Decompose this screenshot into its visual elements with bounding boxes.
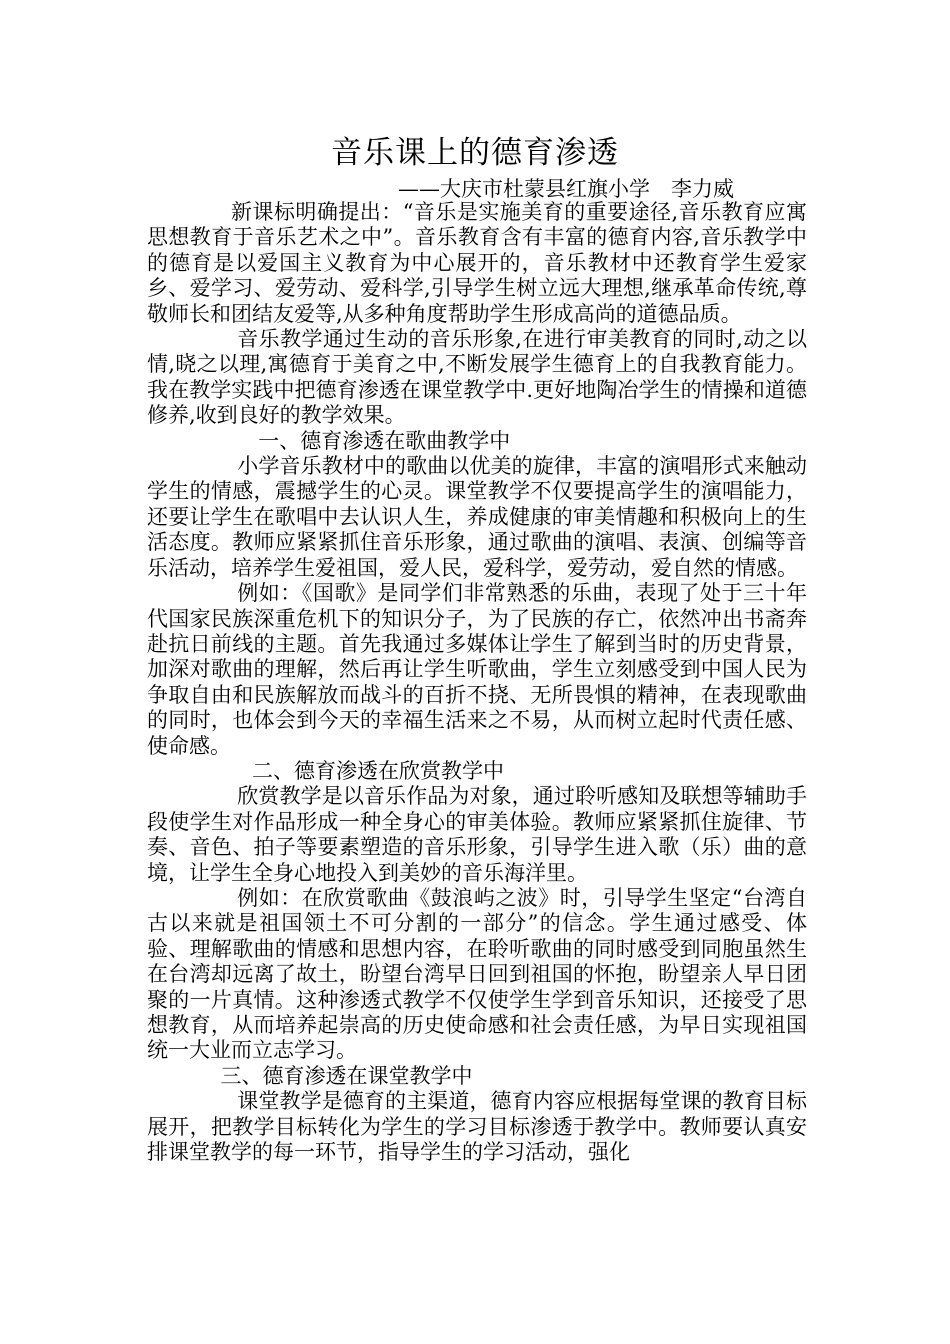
intro-paragraph-1: 新课标明确提出：“音乐是实施美育的重要途径,音乐教育应寓思想教育于音乐艺术之中”。音乐教育含有丰富的德育内容,音乐教学中的德育是以爱国主义教育为中心展开的，音乐教材中还教育学生爱家乡、爱学习、爱劳动、爱科学,引导学生树立远大理想,继承革命传统,尊敬师长和团结友爱等,从多种角度帮助学生形成高尚的道德品质。 — [147, 200, 807, 326]
document-subtitle: ——大庆市杜蒙县红旗小学 李力威 — [398, 177, 734, 201]
section-heading-1: 一、德育渗透在歌曲教学中 — [258, 428, 511, 453]
intro-paragraph-2: 音乐教学通过生动的音乐形象,在进行审美教育的同时,动之以情,晓之以理,寓德育于美育之中,不断发展学生德育上的自我教育能力。我在教学实践中把德育渗透在课堂教学中.更好地陶冶学生的情操和道德修养,收到良好的教学效果。 — [147, 327, 807, 428]
section1-paragraph-1: 小学音乐教材中的歌曲以优美的旋律，丰富的演唱形式来触动学生的情感，震撼学生的心灵。课堂教学不仅要提高学生的演唱能力，还要让学生在歌唱中去认识人生，养成健康的审美情趣和积极向上的生活态度。教师应紧紧抓住音乐形象，通过歌曲的演唱、表演、创编等音乐活动，培养学生爱祖国，爱人民，爱科学，爱劳动，爱自然的情感。 — [147, 454, 807, 580]
document-body — [147, 200, 807, 1165]
section2-paragraph-2: 例如：在欣赏歌曲《鼓浪屿之波》时，引导学生坚定“台湾自古以来就是祖国领土不可分割的一部分”的信念。学生通过感受、体验、理解歌曲的情感和思想内容，在聆听歌曲的同时感受到同胞虽然生在台湾却远离了故土，盼望台湾早日回到祖国的怀抱，盼望亲人早日团聚的一片真情。这种渗透式教学不仅使学生学到音乐知识，还接受了思想教育，从而培养起崇高的历史使命感和社会责任感，为早日实现祖国统一大业而立志学习。 — [147, 885, 807, 1063]
section2-paragraph-1: 欣赏教学是以音乐作品为对象，通过聆听感知及联想等辅助手段使学生对作品形成一种全身心的审美体验。教师应紧紧抓住旋律、节奏、音色、拍子等要素塑造的音乐形象，引导学生进入歌（乐）曲的意境，让学生全身心地投入到美妙的音乐海洋里。 — [147, 784, 807, 885]
section-heading-2: 二、德育渗透在欣赏教学中 — [252, 758, 504, 783]
document-title: 音乐课上的德育渗透 — [331, 135, 619, 171]
section-heading-3: 三、德育渗透在课堂教学中 — [220, 1063, 473, 1088]
section3-paragraph-1: 课堂教学是德育的主渠道，德育内容应根据每堂课的教育目标展开，把教学目标转化为学生的学习目标渗透于教学中。教师要认真安排课堂教学的每一环节，指导学生的学习活动，强化 — [147, 1089, 807, 1165]
section1-paragraph-2: 例如：《国歌》是同学们非常熟悉的乐曲，表现了处于三十年代国家民族深重危机下的知识分子，为了民族的存亡，依然冲出书斋奔赴抗日前线的主题。首先我通过多媒体让学生了解到当时的历史背景，加深对歌曲的理解，然后再让学生听歌曲，学生立刻感受到中国人民为争取自由和民族解放而战斗的百折不挠、无所畏惧的精神，在表现歌曲的同时，也体会到今天的幸福生活来之不易，从而树立起时代责任感、使命感。 — [147, 581, 807, 758]
